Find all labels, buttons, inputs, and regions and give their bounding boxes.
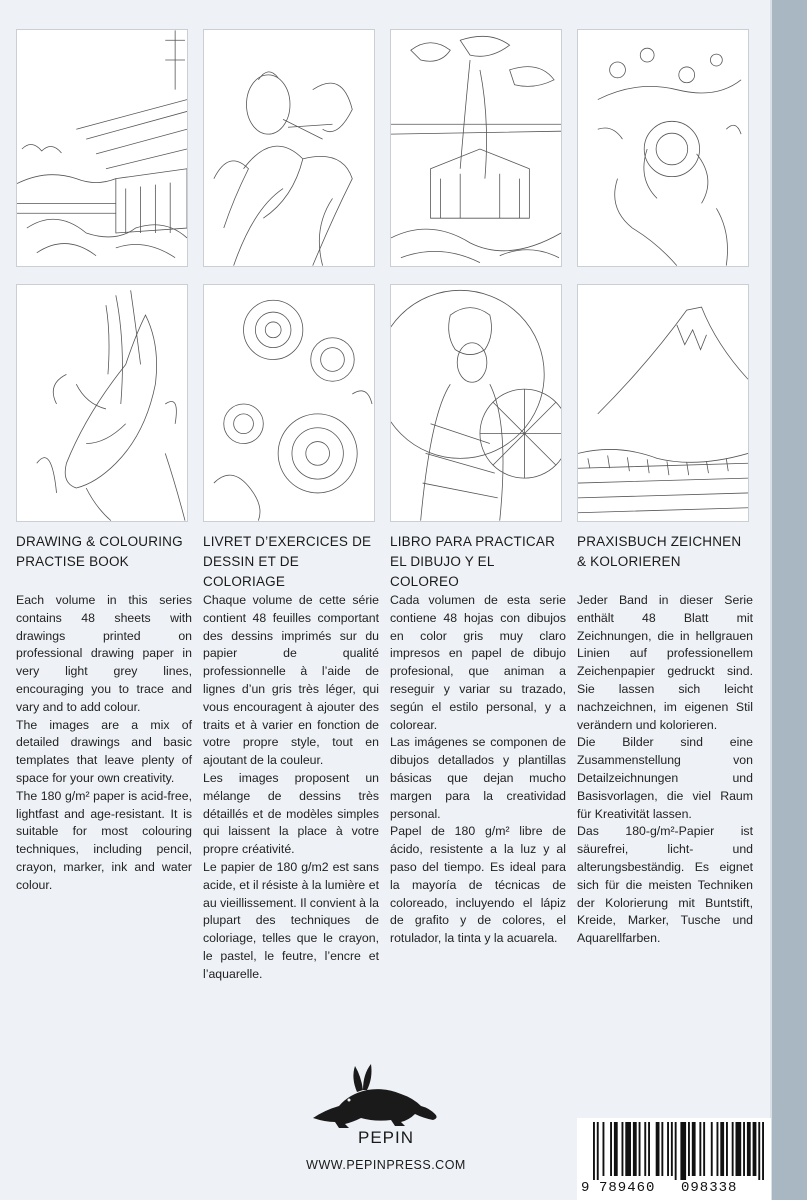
barcode-bar: [753, 1122, 757, 1176]
column-body: [390, 592, 566, 948]
barcode-bar: [610, 1122, 612, 1176]
column-spanish: [390, 532, 566, 948]
barcode-bar: [717, 1122, 719, 1176]
barcode-bar: [639, 1122, 641, 1176]
barcode-bar: [732, 1122, 734, 1176]
barcode-digit-first: 9: [581, 1180, 591, 1196]
thumbnail-mount-fuji: [577, 284, 749, 522]
barcode-bar: [661, 1122, 663, 1176]
column-body: [16, 592, 192, 895]
book-spine: [772, 0, 807, 1200]
barcode-bar: [758, 1122, 760, 1180]
column-title: LIVRET D’EXERCICES DE DESSIN ET DE COLORIAGE: [203, 534, 372, 589]
thumbnail-pagoda-landscape: [16, 29, 188, 267]
barcode-bar: [675, 1122, 677, 1180]
barcode-bar: [644, 1122, 646, 1176]
barcode-bar: [614, 1122, 618, 1176]
barcode-bar: [633, 1122, 637, 1176]
barcode-bar: [656, 1122, 660, 1176]
barcode-bar: [625, 1122, 631, 1176]
barcode-bars: [577, 1118, 771, 1180]
barcode-group-2: 098338: [681, 1180, 738, 1196]
paragraph: Jeder Band in dieser Serie enthält 48 Blatt mit Zeichnungen, die in hellgrauen Linien auf professionellem Zeichenpapier gedruckt sind. Sie lassen sich leicht nachzeichnen, im eigenen Stil verändern und kolorieren.: [577, 593, 753, 732]
thumbnail-geisha-with-parasol: [390, 284, 562, 522]
column-german: [577, 532, 753, 948]
paragraph: Las imágenes se componen de dibujos detallados y plantillas básicas que dejan mucho margen para la creatividad personal.: [390, 735, 566, 821]
barcode-bar: [593, 1122, 595, 1180]
barcode-bar: [720, 1122, 724, 1176]
hare-icon: [305, 1060, 445, 1130]
publisher-name: PEPIN: [357, 1128, 415, 1147]
barcode-bar: [667, 1122, 669, 1176]
paragraph: Die Bilder sind eine Zusammenstellung von Detailzeichnungen und Basisvorlagen, die viel Raum für Kreativität lassen.: [577, 735, 753, 821]
thumbnail-chrysanthemums: [203, 284, 375, 522]
thumbnail-pine-tree-hut: [390, 29, 562, 267]
paragraph: Le papier de 180 g/m2 est sans acide, et il résiste à la lumière et au vieillissement. Il convient à la plupart des techniques de coloriage, telles que le crayon, le pastel, le feutre, l’encre et l’aquarelle.: [203, 859, 379, 981]
column-title: DRAWING & COLOURING PRACTISE BOOK: [16, 534, 183, 569]
barcode-bar: [622, 1122, 624, 1176]
paragraph: Das 180-g/m²-Papier ist säurefrei, licht- und alterungsbeständig. Es eignet sich für die meisten Techniken der Kolorierung mit Buntstift, Kreide, Marker, Tusche und Aquarellfarben.: [577, 824, 753, 946]
thumbnail-koi-fish: [16, 284, 188, 522]
barcode: [577, 1118, 771, 1200]
column-french: [203, 532, 379, 984]
barcode-bar: [762, 1122, 764, 1180]
barcode-bar: [703, 1122, 705, 1176]
column-english: [16, 532, 192, 895]
column-title: PRAXISBUCH ZEICHNEN & KOLORIEREN: [577, 534, 742, 569]
barcode-bar: [688, 1122, 690, 1176]
paragraph: The images are a mix of detailed drawings and basic templates that leave plenty of space for your own creativity.: [16, 717, 192, 785]
column-title: LIBRO PARA PRACTICAR EL DIBUJO Y EL COLOREO: [390, 534, 556, 589]
barcode-bar: [671, 1122, 673, 1176]
barcode-bar: [736, 1122, 742, 1176]
barcode-bar: [699, 1122, 701, 1176]
barcode-bar: [743, 1122, 745, 1176]
paragraph: Chaque volume de cette série contient 48 feuilles comportant des dessins imprimés sur du papier de qualité professionnelle à l’aide de lignes d’un gris très léger, qui vous encouragent à ajouter des traits et à varier en fonction de votre propre style, tout en ajoutant de la couleur.: [203, 593, 379, 768]
column-body: [203, 592, 379, 984]
paragraph: The 180 g/m² paper is acid-free, lightfast and age-resistant. It is suitable for most colouring techniques, including pencil, crayon, marker, ink and water colour.: [16, 788, 192, 892]
publisher-url[interactable]: WWW.PEPINPRESS.COM: [306, 1158, 466, 1172]
barcode-bar: [692, 1122, 696, 1176]
barcode-bar: [603, 1122, 605, 1176]
barcode-bar: [726, 1122, 728, 1176]
paragraph: Cada volumen de esta serie contiene 48 hojas con dibujos en color gris muy claro impresos en papel de dibujo profesional, que animan a reseguir y variar su trazado, según el estilo personal, y a colorear.: [390, 593, 566, 732]
thumbnail-bird-on-lily: [203, 29, 375, 267]
thumbnail-plum-blossom-peony: [577, 29, 749, 267]
barcode-bar: [648, 1122, 650, 1176]
barcode-bar: [711, 1122, 713, 1176]
paragraph: Each volume in this series contains 48 sheets with drawings printed on professional drawing paper in very light grey lines, encouraging you to trace and vary and to add colour.: [16, 593, 192, 714]
barcode-group-1: 789460: [599, 1180, 656, 1196]
barcode-bar: [597, 1122, 599, 1180]
paragraph: Papel de 180 g/m² libre de ácido, resistente a la luz y al paso del tiempo. Es ideal para la mayoría de técnicas de coloreado, incluyendo el lápiz de grafito y de colores, el rotulador, la tinta y la acuarela.: [390, 824, 566, 946]
barcode-bar: [747, 1122, 751, 1176]
column-body: [577, 592, 753, 948]
barcode-bar: [680, 1122, 686, 1180]
paragraph: Les images proposent un mélange de dessins très détaillés et de modèles simples qui laissent la place à votre propre créativité.: [203, 770, 379, 857]
